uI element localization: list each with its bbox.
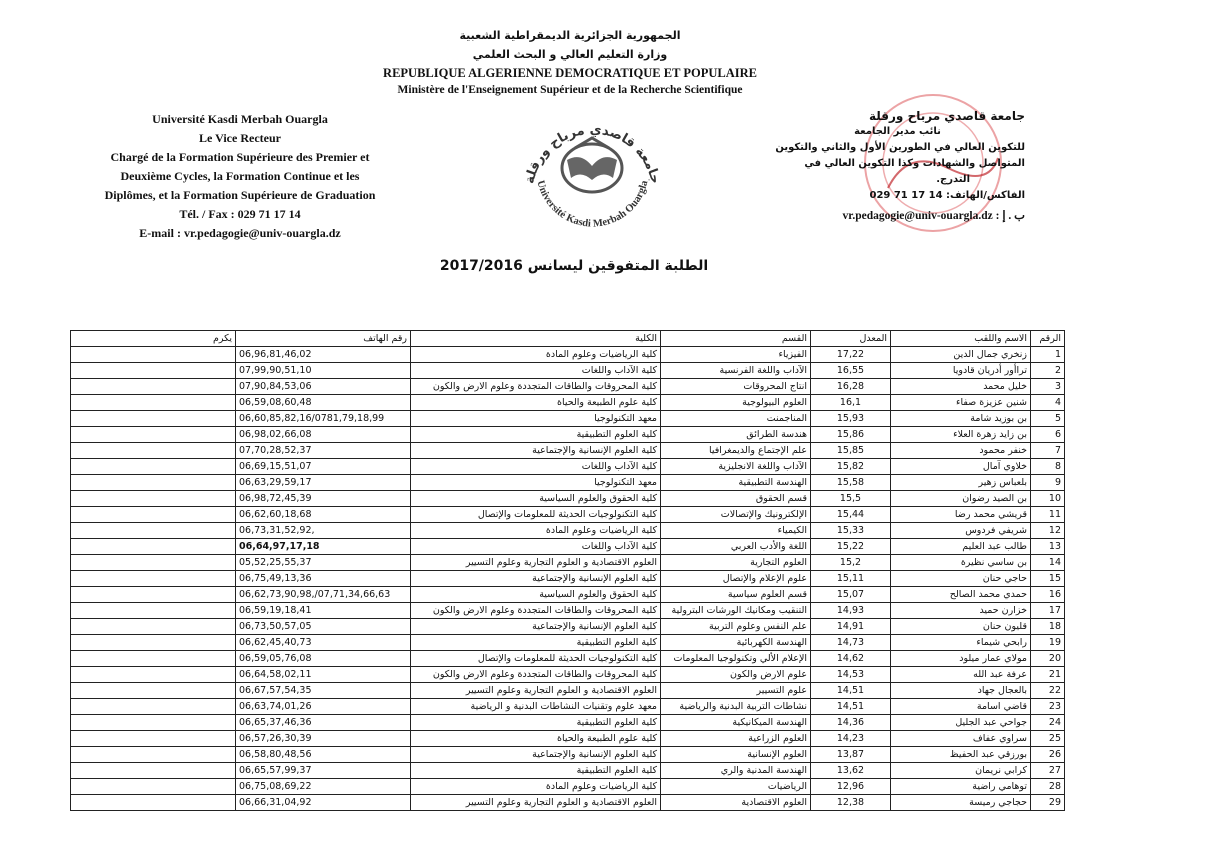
cell-rank: 6	[1031, 427, 1065, 443]
table-row	[71, 763, 1065, 779]
cell-department: علوم الإعلام والإتصال	[661, 571, 811, 587]
cell-faculty: كلية المحروقات والطاقات المتجددة وعلوم الارض والكون	[411, 379, 661, 395]
header-name: الاسم واللقب	[891, 331, 1031, 347]
cell-department: العلوم الإنسانية	[661, 747, 811, 763]
cell-honor	[71, 395, 236, 411]
cell-honor	[71, 603, 236, 619]
email-ar: vr.pedagogie@univ-ouargla.dz : ب . إ	[842, 210, 1025, 222]
cell-faculty: كلية العلوم التطبيقية	[411, 427, 661, 443]
cell-average: 15,22	[811, 539, 891, 555]
cell-honor	[71, 507, 236, 523]
table-row	[71, 555, 1065, 571]
students-table	[70, 330, 1064, 811]
cell-average: 15,86	[811, 427, 891, 443]
cell-faculty: معهد التكنولوجيا	[411, 411, 661, 427]
cell-department: هندسة الطرائق	[661, 427, 811, 443]
tel-fax-ar: الفاكس/الهاتف: 14 17 71 029	[869, 190, 1025, 201]
cell-honor	[71, 347, 236, 363]
vice-rector-title: Le Vice Recteur	[199, 131, 281, 145]
cell-name: بالعجال جهاد	[891, 683, 1031, 699]
cell-honor	[71, 795, 236, 811]
cell-faculty: كلية العلوم التطبيقية	[411, 635, 661, 651]
cell-phone: 06,64,58,02,11	[236, 667, 411, 683]
cell-rank: 28	[1031, 779, 1065, 795]
table-row	[71, 587, 1065, 603]
cell-honor	[71, 635, 236, 651]
cell-faculty: معهد علوم وتقنيات النشاطات البدنية و الرياضية	[411, 699, 661, 715]
cell-average: 14,73	[811, 635, 891, 651]
cell-phone: 06,75,49,13,36	[236, 571, 411, 587]
cell-name: بن زايد زهرة العلاء	[891, 427, 1031, 443]
cell-average: 15,93	[811, 411, 891, 427]
cell-department: التنقيب ومكانيك الورشات البترولية	[661, 603, 811, 619]
charge-line-2: Deuxième Cycles, la Formation Continue et les	[120, 169, 360, 183]
table-row	[71, 667, 1065, 683]
table-row	[71, 523, 1065, 539]
cell-honor	[71, 491, 236, 507]
cell-phone: 06,64,97,17,18	[236, 539, 411, 555]
cell-honor	[71, 747, 236, 763]
ministry-name-fr: Ministère de l'Enseignement Supérieur et de la Recherche Scientifique	[397, 84, 743, 96]
cell-name: زنخري جمال الدين	[891, 347, 1031, 363]
cell-rank: 26	[1031, 747, 1065, 763]
cell-honor	[71, 443, 236, 459]
cell-faculty: كلية علوم الطبيعة والحياة	[411, 395, 661, 411]
cell-rank: 3	[1031, 379, 1065, 395]
cell-average: 14,62	[811, 651, 891, 667]
cell-average: 15,11	[811, 571, 891, 587]
cell-name: قريشي محمد رضا	[891, 507, 1031, 523]
cell-phone: 07,90,84,53,06	[236, 379, 411, 395]
cell-average: 14,51	[811, 683, 891, 699]
cell-average: 15,44	[811, 507, 891, 523]
cell-rank: 15	[1031, 571, 1065, 587]
cell-honor	[71, 459, 236, 475]
cell-rank: 19	[1031, 635, 1065, 651]
cell-phone: 05,52,25,55,37	[236, 555, 411, 571]
cell-phone: 06,62,45,40,73	[236, 635, 411, 651]
cell-department: الهندسة المدنية والري	[661, 763, 811, 779]
cell-name: عرفة عبد الله	[891, 667, 1031, 683]
cell-department: قسم العلوم سياسية	[661, 587, 811, 603]
cell-faculty: كلية العلوم الإنسانية والإجتماعية	[411, 443, 661, 459]
cell-phone: 06,58,80,48,56	[236, 747, 411, 763]
cell-average: 15,5	[811, 491, 891, 507]
table-row	[71, 475, 1065, 491]
cell-honor	[71, 379, 236, 395]
cell-department: العلوم البيولوجية	[661, 395, 811, 411]
cell-faculty: كلية الرياضيات وعلوم المادة	[411, 347, 661, 363]
cell-department: الهندسة الكهربائية	[661, 635, 811, 651]
cell-department: الإعلام الألي وتكنولوجيا المعلومات	[661, 651, 811, 667]
cell-rank: 14	[1031, 555, 1065, 571]
cell-rank: 17	[1031, 603, 1065, 619]
cell-name: قاضي اسامة	[891, 699, 1031, 715]
cell-honor	[71, 555, 236, 571]
table-row	[71, 427, 1065, 443]
cell-phone: 07,99,90,51,10	[236, 363, 411, 379]
cell-department: نشاطات التربية البدنية والرياضية	[661, 699, 811, 715]
table-row	[71, 779, 1065, 795]
cell-rank: 7	[1031, 443, 1065, 459]
cell-name: بورزقي عبد الحفيظ	[891, 747, 1031, 763]
table-row	[71, 347, 1065, 363]
cell-department: علوم الارض والكون	[661, 667, 811, 683]
cell-faculty: كلية علوم الطبيعة والحياة	[411, 731, 661, 747]
cell-phone: 06,63,74,01,26	[236, 699, 411, 715]
cell-faculty: العلوم الاقتصادية و العلوم التجارية وعلوم التسيير	[411, 555, 661, 571]
cell-name: شريفي فردوس	[891, 523, 1031, 539]
cell-department: علم الإجتماع والديمغرافيا	[661, 443, 811, 459]
table-row	[71, 459, 1065, 475]
cell-honor	[71, 683, 236, 699]
cell-rank: 25	[1031, 731, 1065, 747]
republic-name-ar: الجمهورية الجزائرية الديمقراطية الشعبية	[459, 29, 681, 42]
cell-average: 14,23	[811, 731, 891, 747]
cell-faculty: كلية التكنولوجيات الحديثة للمعلومات والإتصال	[411, 507, 661, 523]
header-faculty: الكلية	[411, 331, 661, 347]
table-body	[71, 347, 1065, 811]
cell-name: سراوي عفاف	[891, 731, 1031, 747]
tel-fax: Tél. / Fax : 029 71 17 14	[179, 207, 301, 221]
cell-name: توهامي راضية	[891, 779, 1031, 795]
cell-average: 12,38	[811, 795, 891, 811]
table-header-row	[71, 331, 1065, 347]
cell-average: 16,1	[811, 395, 891, 411]
table-row	[71, 795, 1065, 811]
cell-name: خلاوي آمال	[891, 459, 1031, 475]
table-row	[71, 715, 1065, 731]
cell-phone: 06,60,85,82,16/0781,79,18,99	[236, 411, 411, 427]
cell-faculty: كلية العلوم الإنسانية والإجتماعية	[411, 571, 661, 587]
table-row	[71, 539, 1065, 555]
university-name-ar: جامعة قاصدي مرباح ورقلة	[868, 109, 1025, 123]
cell-faculty: كلية العلوم الإنسانية والإجتماعية	[411, 619, 661, 635]
cell-honor	[71, 619, 236, 635]
cell-faculty: كلية المحروقات والطاقات المتجددة وعلوم الارض والكون	[411, 603, 661, 619]
cell-department: قسم الحقوق	[661, 491, 811, 507]
cell-rank: 10	[1031, 491, 1065, 507]
table-row	[71, 507, 1065, 523]
cell-phone: 06,63,29,59,17	[236, 475, 411, 491]
cell-name: رابحي شيماء	[891, 635, 1031, 651]
cell-average: 12,96	[811, 779, 891, 795]
cell-phone: 06,59,19,18,41	[236, 603, 411, 619]
cell-faculty: كلية الرياضيات وعلوم المادة	[411, 523, 661, 539]
cell-rank: 21	[1031, 667, 1065, 683]
cell-phone: 06,98,02,66,08	[236, 427, 411, 443]
header-rank: الرقم	[1031, 331, 1065, 347]
header-left	[85, 110, 395, 243]
table-row	[71, 683, 1065, 699]
cell-department: الآداب واللغة الفرنسية	[661, 363, 811, 379]
cell-phone: 06,69,15,51,07	[236, 459, 411, 475]
logo-text-fr: Université Kasdi Merbah Ouargla	[534, 179, 651, 230]
cell-name: جواحي عبد الجليل	[891, 715, 1031, 731]
cell-phone: 06,75,08,69,22	[236, 779, 411, 795]
cell-department: العلوم التجارية	[661, 555, 811, 571]
header-honor: يكرم	[71, 331, 236, 347]
cell-faculty: العلوم الاقتصادية و العلوم التجارية وعلوم التسيير	[411, 683, 661, 699]
table-row	[71, 411, 1065, 427]
charge-line-ar-1: للتكوين العالي في الطورين الأول والثاني والتكوين	[775, 142, 1025, 153]
cell-phone: 06,59,08,60,48	[236, 395, 411, 411]
cell-rank: 29	[1031, 795, 1065, 811]
header-average: المعدل	[811, 331, 891, 347]
table-row	[71, 443, 1065, 459]
cell-phone: 06,62,60,18,68	[236, 507, 411, 523]
cell-honor	[71, 715, 236, 731]
vice-rector-title-ar: نائب مدير الجامعة	[854, 126, 941, 137]
table-row	[71, 603, 1065, 619]
table-row	[71, 731, 1065, 747]
cell-average: 14,53	[811, 667, 891, 683]
cell-average: 14,91	[811, 619, 891, 635]
cell-department: اللغة والأدب العربي	[661, 539, 811, 555]
cell-name: خنفر محمود	[891, 443, 1031, 459]
cell-rank: 1	[1031, 347, 1065, 363]
university-logo	[515, 108, 670, 233]
cell-average: 13,62	[811, 763, 891, 779]
cell-average: 16,55	[811, 363, 891, 379]
cell-rank: 5	[1031, 411, 1065, 427]
cell-phone: 06,96,81,46,02	[236, 347, 411, 363]
table-row	[71, 395, 1065, 411]
cell-name: حمدي محمد الصالح	[891, 587, 1031, 603]
cell-name: خليل محمد	[891, 379, 1031, 395]
cell-average: 15,58	[811, 475, 891, 491]
cell-department: الرياضيات	[661, 779, 811, 795]
cell-average: 15,85	[811, 443, 891, 459]
cell-honor	[71, 539, 236, 555]
table-row	[71, 571, 1065, 587]
cell-phone: 06,66,31,04,92	[236, 795, 411, 811]
cell-name: بن ساسي نظيرة	[891, 555, 1031, 571]
cell-rank: 13	[1031, 539, 1065, 555]
cell-department: العلوم الاقتصادية	[661, 795, 811, 811]
cell-honor	[71, 699, 236, 715]
cell-rank: 11	[1031, 507, 1065, 523]
email-fr: E-mail : vr.pedagogie@univ-ouargla.dz	[139, 226, 341, 240]
cell-rank: 12	[1031, 523, 1065, 539]
cell-faculty: كلية الآداب واللغات	[411, 459, 661, 475]
cell-honor	[71, 667, 236, 683]
header-phone: رقم الهاتف	[236, 331, 411, 347]
cell-name: بن الصيد رضوان	[891, 491, 1031, 507]
cell-average: 17,22	[811, 347, 891, 363]
cell-rank: 27	[1031, 763, 1065, 779]
cell-faculty: كلية التكنولوجيات الحديثة للمعلومات والإتصال	[411, 651, 661, 667]
cell-phone: 06,65,57,99,37	[236, 763, 411, 779]
cell-department: الفيزياء	[661, 347, 811, 363]
header-department: القسم	[661, 331, 811, 347]
charge-line-3: Diplômes, et la Formation Supérieure de Graduation	[104, 188, 376, 202]
cell-honor	[71, 475, 236, 491]
table-row	[71, 491, 1065, 507]
table-row	[71, 379, 1065, 395]
cell-phone: 06,59,05,76,08	[236, 651, 411, 667]
cell-name: بن بوزيد شامة	[891, 411, 1031, 427]
ministry-name-ar: وزارة التعليم العالي و البحث العلمي	[472, 48, 668, 61]
cell-average: 15,07	[811, 587, 891, 603]
cell-name: خزارن حميد	[891, 603, 1031, 619]
cell-phone: 06,67,57,54,35	[236, 683, 411, 699]
table-row	[71, 699, 1065, 715]
cell-phone: 06,62,73,90,98,/07,71,34,66,63	[236, 587, 411, 603]
cell-honor	[71, 411, 236, 427]
cell-faculty: كلية الآداب واللغات	[411, 539, 661, 555]
cell-average: 15,33	[811, 523, 891, 539]
cell-department: علم النفس وعلوم التربية	[661, 619, 811, 635]
republic-name-fr: REPUBLIQUE ALGERIENNE DEMOCRATIQUE ET POPULAIRE	[383, 66, 757, 80]
cell-faculty: كلية الآداب واللغات	[411, 363, 661, 379]
cell-average: 14,51	[811, 699, 891, 715]
charge-line-1: Chargé de la Formation Supérieure des Premier et	[110, 150, 370, 164]
document-title: الطلبة المتفوقين ليسانس 2017/2016	[439, 258, 709, 274]
cell-name: حجاجي رميسة	[891, 795, 1031, 811]
cell-honor	[71, 731, 236, 747]
cell-faculty: كلية المحروقات والطاقات المتجددة وعلوم الارض والكون	[411, 667, 661, 683]
header-center	[330, 26, 810, 99]
table-row	[71, 635, 1065, 651]
cell-rank: 20	[1031, 651, 1065, 667]
cell-phone: 06,73,50,57,05	[236, 619, 411, 635]
cell-honor	[71, 651, 236, 667]
cell-honor	[71, 427, 236, 443]
cell-name: شنين عزيزة صفاء	[891, 395, 1031, 411]
cell-department: الهندسة الميكانيكية	[661, 715, 811, 731]
cell-rank: 24	[1031, 715, 1065, 731]
cell-honor	[71, 763, 236, 779]
cell-department: علوم التسيير	[661, 683, 811, 699]
cell-average: 14,36	[811, 715, 891, 731]
cell-rank: 2	[1031, 363, 1065, 379]
cell-name: بلعباس زهير	[891, 475, 1031, 491]
cell-rank: 23	[1031, 699, 1065, 715]
cell-rank: 18	[1031, 619, 1065, 635]
cell-honor	[71, 523, 236, 539]
cell-faculty: كلية الحقوق والعلوم السياسية	[411, 491, 661, 507]
cell-honor	[71, 571, 236, 587]
cell-department: المناجمنت	[661, 411, 811, 427]
cell-department: الآداب واللغة الانجليزية	[661, 459, 811, 475]
cell-name: تراأور أدريان قادويا	[891, 363, 1031, 379]
cell-phone: 06,98,72,45,39	[236, 491, 411, 507]
table-row	[71, 619, 1065, 635]
cell-honor	[71, 587, 236, 603]
cell-name: طالب عبد العليم	[891, 539, 1031, 555]
cell-rank: 16	[1031, 587, 1065, 603]
cell-faculty: كلية العلوم الإنسانية والإجتماعية	[411, 747, 661, 763]
cell-phone: 06,65,37,46,36	[236, 715, 411, 731]
charge-line-ar-3: التدرج.	[936, 174, 970, 185]
table-row	[71, 747, 1065, 763]
cell-honor	[71, 779, 236, 795]
cell-name: حاجي حنان	[891, 571, 1031, 587]
cell-faculty: كلية العلوم التطبيقية	[411, 715, 661, 731]
cell-faculty: معهد التكنولوجيا	[411, 475, 661, 491]
cell-faculty: كلية الرياضيات وعلوم المادة	[411, 779, 661, 795]
cell-faculty: كلية الحقوق والعلوم السياسية	[411, 587, 661, 603]
cell-phone: 06,57,26,30,39	[236, 731, 411, 747]
cell-rank: 22	[1031, 683, 1065, 699]
cell-department: الكيمياء	[661, 523, 811, 539]
header-right	[775, 108, 1025, 224]
cell-department: انتاج المحروقات	[661, 379, 811, 395]
charge-line-ar-2: المتواصل والشهادات وكذا التكوين العالي في	[804, 158, 1025, 169]
cell-department: الهندسة التطبيقية	[661, 475, 811, 491]
cell-rank: 8	[1031, 459, 1065, 475]
cell-phone: 06,73,31,52,92,	[236, 523, 411, 539]
university-name-fr: Université Kasdi Merbah Ouargla	[152, 112, 328, 126]
table-row	[71, 363, 1065, 379]
cell-rank: 9	[1031, 475, 1065, 491]
cell-average: 14,93	[811, 603, 891, 619]
cell-name: مولاي عمار ميلود	[891, 651, 1031, 667]
cell-rank: 4	[1031, 395, 1065, 411]
cell-faculty: كلية العلوم التطبيقية	[411, 763, 661, 779]
cell-average: 15,82	[811, 459, 891, 475]
cell-average: 13,87	[811, 747, 891, 763]
cell-name: كرابي نريمان	[891, 763, 1031, 779]
table-row	[71, 651, 1065, 667]
cell-phone: 07,70,28,52,37	[236, 443, 411, 459]
cell-honor	[71, 363, 236, 379]
cell-faculty: العلوم الاقتصادية و العلوم التجارية وعلوم التسيير	[411, 795, 661, 811]
cell-average: 16,28	[811, 379, 891, 395]
cell-name: قليون حنان	[891, 619, 1031, 635]
logo-text-ar: جامعة قاصدي مرباح ورقلة	[522, 122, 663, 186]
cell-department: الإلكترونيك والإتصالات	[661, 507, 811, 523]
cell-department: العلوم الزراعية	[661, 731, 811, 747]
cell-average: 15,2	[811, 555, 891, 571]
